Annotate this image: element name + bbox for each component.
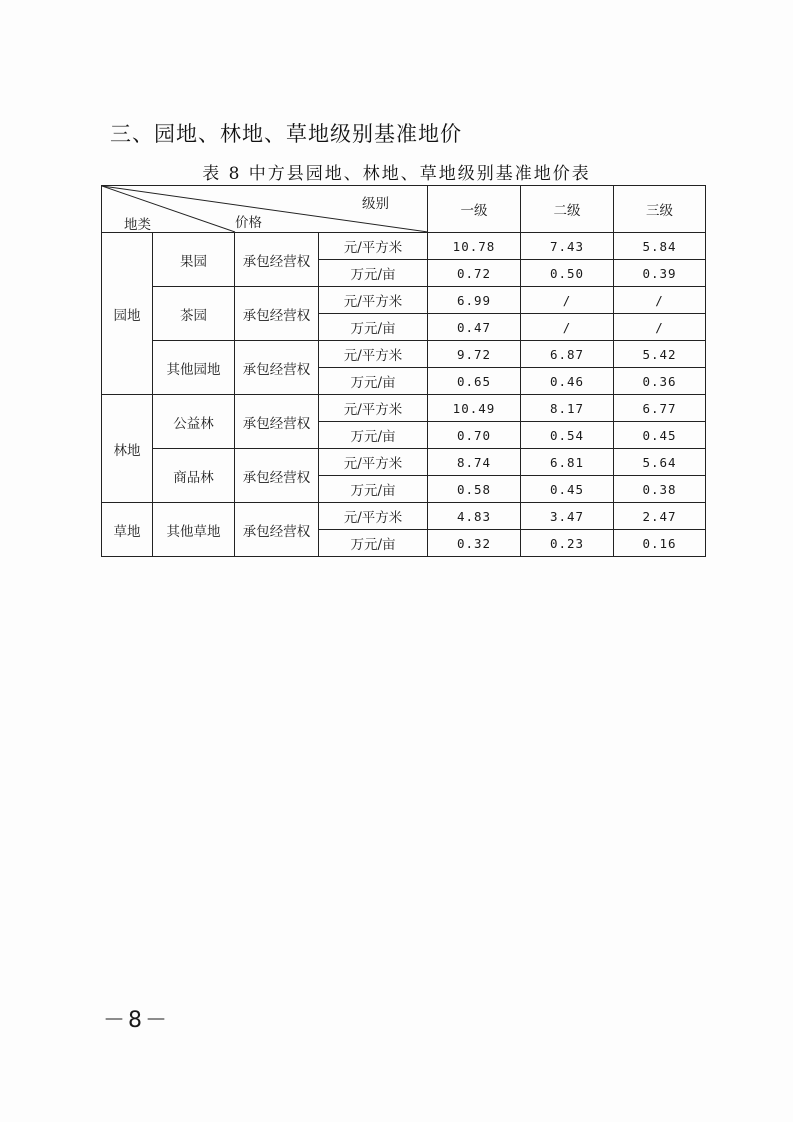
value-cell: 0.50 — [521, 260, 614, 287]
value-cell: 0.72 — [428, 260, 521, 287]
value-cell: 0.70 — [428, 422, 521, 449]
value-cell: 0.54 — [521, 422, 614, 449]
section-title: 三、园地、林地、草地级别基准地价 — [110, 122, 462, 146]
value-cell: 3.47 — [521, 503, 614, 530]
value-cell: 0.23 — [521, 530, 614, 557]
value-cell: 9.72 — [428, 341, 521, 368]
right-type-cell: 承包经营权 — [235, 503, 319, 557]
table-row — [102, 287, 706, 314]
value-cell: 7.43 — [521, 233, 614, 260]
value-cell: 2.47 — [614, 503, 706, 530]
table-row — [102, 395, 706, 422]
land-name-cell: 茶园 — [153, 287, 235, 341]
table-row — [102, 233, 706, 260]
value-cell: 6.81 — [521, 449, 614, 476]
value-cell: 0.32 — [428, 530, 521, 557]
land-price-table — [101, 185, 706, 557]
right-type-cell: 承包经营权 — [235, 233, 319, 287]
land-name-cell: 商品林 — [153, 449, 235, 503]
header-price-label: 价格 — [235, 215, 262, 231]
value-cell: / — [521, 314, 614, 341]
header-land-type-label: 地类 — [124, 217, 151, 233]
value-cell: 0.39 — [614, 260, 706, 287]
table-row — [102, 449, 706, 476]
table-caption: 表 8 中方县园地、林地、草地级别基准地价表 — [202, 164, 591, 184]
value-cell: 6.77 — [614, 395, 706, 422]
value-cell: 10.78 — [428, 233, 521, 260]
unit-cell: 元/平方米 — [319, 233, 428, 260]
table-row — [102, 503, 706, 530]
value-cell: / — [521, 287, 614, 314]
unit-cell: 万元/亩 — [319, 368, 428, 395]
value-cell: 4.83 — [428, 503, 521, 530]
value-cell: 6.87 — [521, 341, 614, 368]
land-name-cell: 果园 — [153, 233, 235, 287]
value-cell: 5.84 — [614, 233, 706, 260]
value-cell: 10.49 — [428, 395, 521, 422]
category-cell: 林地 — [102, 395, 153, 503]
unit-cell: 元/平方米 — [319, 395, 428, 422]
right-type-cell: 承包经营权 — [235, 395, 319, 449]
diagonal-header-cell — [102, 186, 428, 233]
land-name-cell: 其他草地 — [153, 503, 235, 557]
value-cell: 0.45 — [521, 476, 614, 503]
value-cell: 0.46 — [521, 368, 614, 395]
header-level-label: 级别 — [362, 196, 389, 212]
value-cell: 8.17 — [521, 395, 614, 422]
value-cell: 0.58 — [428, 476, 521, 503]
page-number: －8－ — [103, 1008, 170, 1033]
header-level-2: 二级 — [521, 186, 614, 233]
unit-cell: 元/平方米 — [319, 287, 428, 314]
unit-cell: 元/平方米 — [319, 503, 428, 530]
unit-cell: 元/平方米 — [319, 341, 428, 368]
header-level-1: 一级 — [428, 186, 521, 233]
value-cell: / — [614, 314, 706, 341]
value-cell: 0.38 — [614, 476, 706, 503]
value-cell: 0.45 — [614, 422, 706, 449]
unit-cell: 万元/亩 — [319, 530, 428, 557]
value-cell: 5.64 — [614, 449, 706, 476]
value-cell: 0.36 — [614, 368, 706, 395]
unit-cell: 万元/亩 — [319, 476, 428, 503]
category-cell: 园地 — [102, 233, 153, 395]
table-row — [102, 341, 706, 368]
category-cell: 草地 — [102, 503, 153, 557]
value-cell: 0.16 — [614, 530, 706, 557]
value-cell: 0.65 — [428, 368, 521, 395]
land-name-cell: 公益林 — [153, 395, 235, 449]
unit-cell: 万元/亩 — [319, 260, 428, 287]
right-type-cell: 承包经营权 — [235, 449, 319, 503]
right-type-cell: 承包经营权 — [235, 341, 319, 395]
unit-cell: 万元/亩 — [319, 422, 428, 449]
land-name-cell: 其他园地 — [153, 341, 235, 395]
value-cell: 0.47 — [428, 314, 521, 341]
unit-cell: 元/平方米 — [319, 449, 428, 476]
right-type-cell: 承包经营权 — [235, 287, 319, 341]
value-cell: 5.42 — [614, 341, 706, 368]
value-cell: 6.99 — [428, 287, 521, 314]
value-cell: 8.74 — [428, 449, 521, 476]
unit-cell: 万元/亩 — [319, 314, 428, 341]
header-level-3: 三级 — [614, 186, 706, 233]
value-cell: / — [614, 287, 706, 314]
